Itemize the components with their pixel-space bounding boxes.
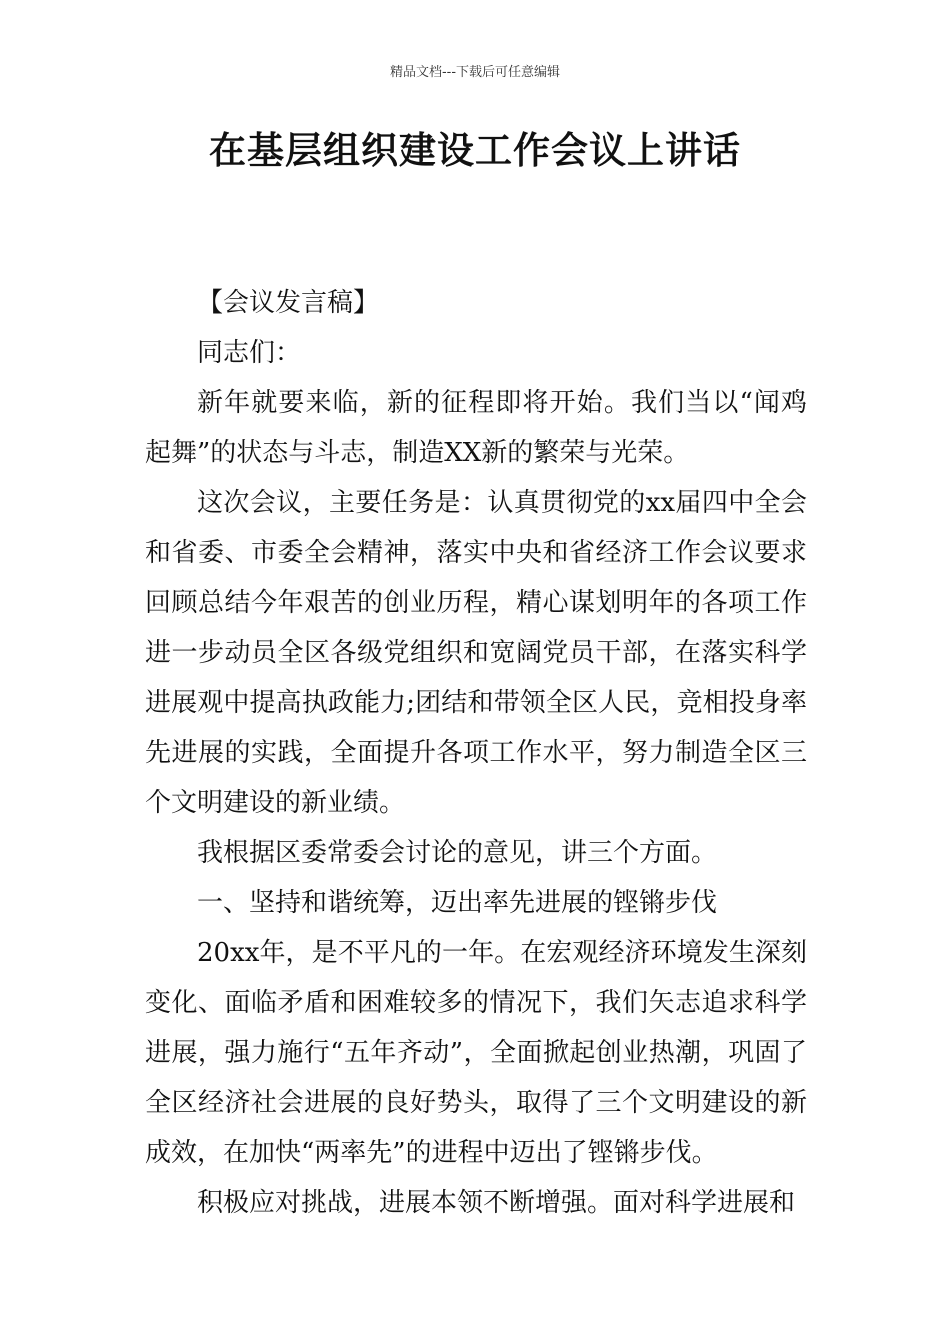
section-heading: 一、坚持和谐统筹，迈出率先进展的铿锵步伐 — [197, 888, 718, 918]
paragraph-section-label: 【会议发言稿】 — [197, 288, 380, 318]
paragraph: 新年就要来临，新的征程即将开始。我们当以“闻鸡起舞”的状态与斗志，制造XX新的繁荣与光荣。 — [145, 388, 807, 468]
document-title: 在基层组织建设工作会议上讲话 — [209, 129, 741, 172]
document-body — [145, 278, 807, 1228]
paragraph: 积极应对挑战，进展本领不断增强。面对科学进展和 — [197, 1188, 796, 1218]
paragraph: 我根据区委常委会讨论的意见，讲三个方面。 — [197, 838, 718, 868]
paragraph: 这次会议，主要任务是：认真贯彻党的xx届四中全会和省委、市委全会精神，落实中央和省经济工作会议要求回顾总结今年艰苦的创业历程，精心谋划明年的各项工作进一步动员全区各级党组织和宽阔党员干部，在落实科学进展观中提高执政能力;团结和带领全区人民，竞相投身率先进展的实践，全面提升各项工作水平，努力制造全区三个文明建设的新业绩。 — [145, 488, 807, 818]
paragraph-salutation: 同志们： — [197, 338, 302, 368]
header-note: 精品文档---下载后可任意编辑 — [389, 65, 561, 80]
paragraph: 20xx年，是不平凡的一年。在宏观经济环境发生深刻变化、面临矛盾和困难较多的情况下，我们矢志追求科学进展，强力施行“五年齐动”，全面掀起创业热潮，巩固了全区经济社会进展的良好势头，取得了三个文明建设的新成效，在加快“两率先”的进程中迈出了铿锵步伐。 — [145, 938, 807, 1168]
